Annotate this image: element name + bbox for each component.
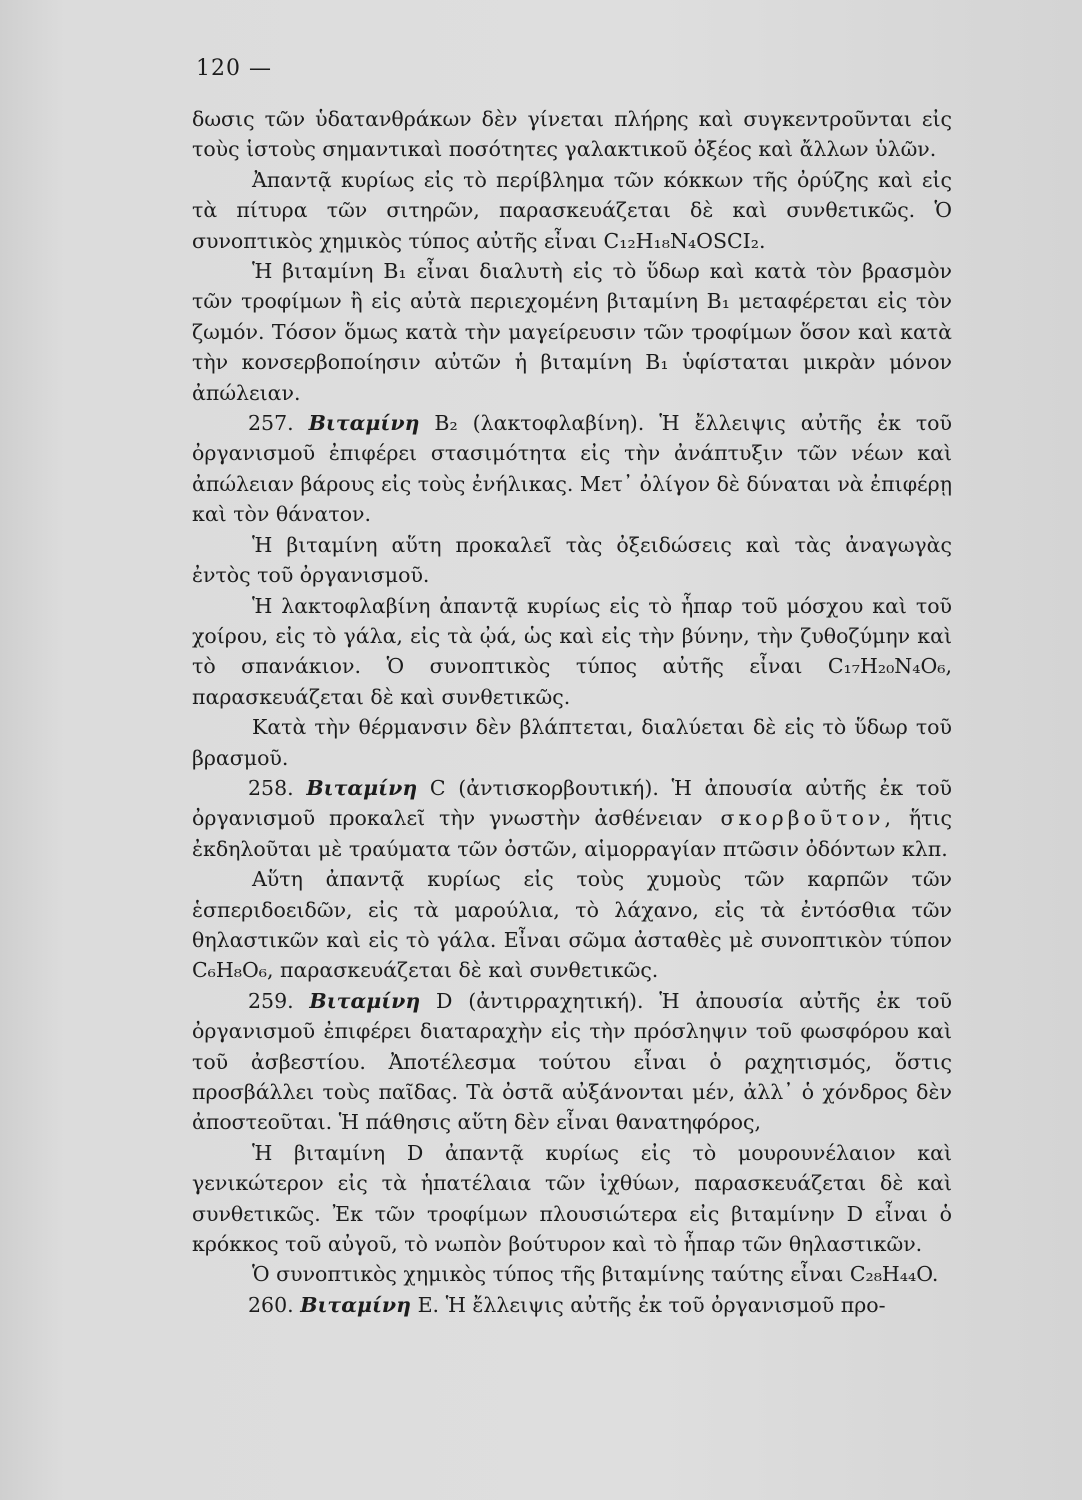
section-259 (192, 986, 952, 1138)
section-number: 257. (248, 411, 294, 436)
section-257 (192, 408, 952, 530)
section-260 (192, 1290, 952, 1320)
paragraph: Ἡ βιταμίνη αὕτη προκαλεῖ τὰς ὀξειδώσεις καὶ τὰς ἀναγωγὰς ἐντὸς τοῦ ὀργανισμοῦ. (192, 532, 952, 588)
spaced-word: σκορβοῦτον, (702, 806, 895, 831)
section-title: Βιταμίνη (308, 411, 420, 436)
section-text: C (ἀντισκορβουτική). Ἡ ἀπουσία αὐτῆς ἐκ τοῦ ὀργανισμοῦ προκαλεῖ τὴν γνωστὴν ἀσθένειαν (192, 775, 952, 831)
section-title: Βιταμίνη (300, 1292, 412, 1317)
paragraph: Ἡ λακτοφλαβίνη ἀπαντᾷ κυρίως εἰς τὸ ἧπαρ τοῦ μόσχου καὶ τοῦ χοίρου, εἰς τὸ γάλα, εἰς τὰ ᾠά, ὡς καὶ εἰς τὴν βύνην, τὴν ζυθοζύμην καὶ τὸ σπανάκιον. Ὁ συνοπτικὸς τύπος αὐτῆς εἶναι C₁₇H₂₀N₄O₆, παρασκευάζεται δὲ καὶ συνθετικῶς. (192, 593, 952, 709)
paragraph: Κατὰ τὴν θέρμανσιν δὲν βλάπτεται, διαλύεται δὲ εἰς τὸ ὕδωρ τοῦ βρασμοῦ. (192, 715, 952, 770)
section-258 (192, 773, 952, 864)
section-title: Βιταμίνη (306, 775, 418, 800)
paragraph: Ἀπαντᾷ κυρίως εἰς τὸ περίβλημα τῶν κόκκων τῆς ὀρύζης καὶ εἰς τὰ πίτυρα τῶν σιτηρῶν, παρασκευάζεται δὲ καὶ συνθετικῶς. Ὁ συνοπτικὸς χημικὸς τύπος αὐτῆς εἶναι C₁₂H₁₈N₄OSCI₂. (192, 167, 952, 253)
section-text: E. Ἡ ἔλλειψις αὐτῆς ἐκ τοῦ ὀργανισμοῦ προ- (411, 1292, 886, 1317)
section-text-tail: ἥτις ἐκδηλοῦται μὲ τραύματα τῶν ὀστῶν, αἱμορραγίαν πτῶσιν ὀδόντων κλπ. (192, 806, 952, 861)
body-text (192, 104, 952, 1320)
section-text: D (ἀντιρραχητική). Ἡ ἀπουσία αὐτῆς ἐκ τοῦ ὀργανισμοῦ ἐπιφέρει διαταραχὴν εἰς τὴν πρόσληψιν τοῦ φωσφόρου καὶ τοῦ ἀσβεστίου. Ἀποτέλεσμα τούτου εἶναι ὁ ραχητισμός, ὅστις προσβάλλει τοὺς παῖδας. Τὰ ὀστᾶ αὐξάνονται μέν, ἀλλ᾽ ὁ χόνδρος δὲν ἀποστεοῦται. Ἡ πάθησις αὕτη δὲν εἶναι θανατηφόρος, (192, 988, 952, 1135)
paragraph: Ἡ βιταμίνη B₁ εἶναι διαλυτὴ εἰς τὸ ὕδωρ καὶ κατὰ τὸν βρασμὸν τῶν τροφίμων ἢ εἰς αὐτὰ περιεχομένη βιταμίνη B₁ μεταφέρεται εἰς τὸν ζωμόν. Τόσον ὅμως κατὰ τὴν μαγείρευσιν τῶν τροφίμων ὅσον καὶ κατὰ τὴν κονσερβοποίησιν αὐτῶν ἡ βιταμίνη B₁ ὑφίσταται μικρὰν μόνον ἀπώλειαν. (192, 259, 952, 405)
section-text: B₂ (λακτοφλαβίνη). Ἡ ἔλλειψις αὐτῆς ἐκ τοῦ ὀργανισμοῦ ἐπιφέρει στασιμότητα εἰς τὴν ἀνάπτυξιν τῶν νέων καὶ ἀπώλειαν βάρους εἰς τοὺς ἐνήλικας. Μετ᾽ ὀλίγον δὲ δύναται νὰ ἐπιφέρῃ καὶ τὸν θάνατον. (192, 411, 952, 527)
section-number: 260. (248, 1292, 294, 1317)
section-title: Βιταμίνη (309, 988, 421, 1013)
page-number: 120 — (196, 56, 272, 81)
section-number: 259. (248, 988, 294, 1013)
paragraph: δωσις τῶν ὑδατανθράκων δὲν γίνεται πλήρης καὶ συγκεντροῦνται εἰς τοὺς ἱστοὺς σημαντικαὶ ποσότητες γαλακτικοῦ ὀξέος καὶ ἄλλων ὑλῶν. (192, 107, 952, 162)
paragraph: Ὁ συνοπτικὸς χημικὸς τύπος τῆς βιταμίνης ταύτης εἶναι C₂₈H₄₄O. (252, 1262, 939, 1287)
section-number: 258. (248, 775, 294, 800)
paragraph: Αὕτη ἀπαντᾷ κυρίως εἰς τοὺς χυμοὺς τῶν καρπῶν τῶν ἑσπεριδοειδῶν, εἰς τὰ μαρούλια, τὸ λάχανο, εἰς τὰ ἐντόσθια τῶν θηλαστικῶν καὶ εἰς τὸ γάλα. Εἶναι σῶμα ἀσταθὲς μὲ συνοπτικὸν τύπον C₆H₈O₆, παρασκευάζεται δὲ καὶ συνθετικῶς. (192, 867, 952, 983)
paragraph: Ἡ βιταμίνη D ἀπαντᾷ κυρίως εἰς τὸ μουρουνέλαιον καὶ γενικώτερον εἰς τὰ ἡπατέλαια τῶν ἰχθύων, παρασκευάζεται δὲ καὶ συνθετικῶς. Ἐκ τῶν τροφίμων πλουσιώτερα εἰς βιταμίνην D εἶναι ὁ κρόκκος τοῦ αὐγοῦ, τὸ νωπὸν βούτυρον καὶ τὸ ἧπαρ τῶν θηλαστικῶν. (192, 1140, 952, 1257)
